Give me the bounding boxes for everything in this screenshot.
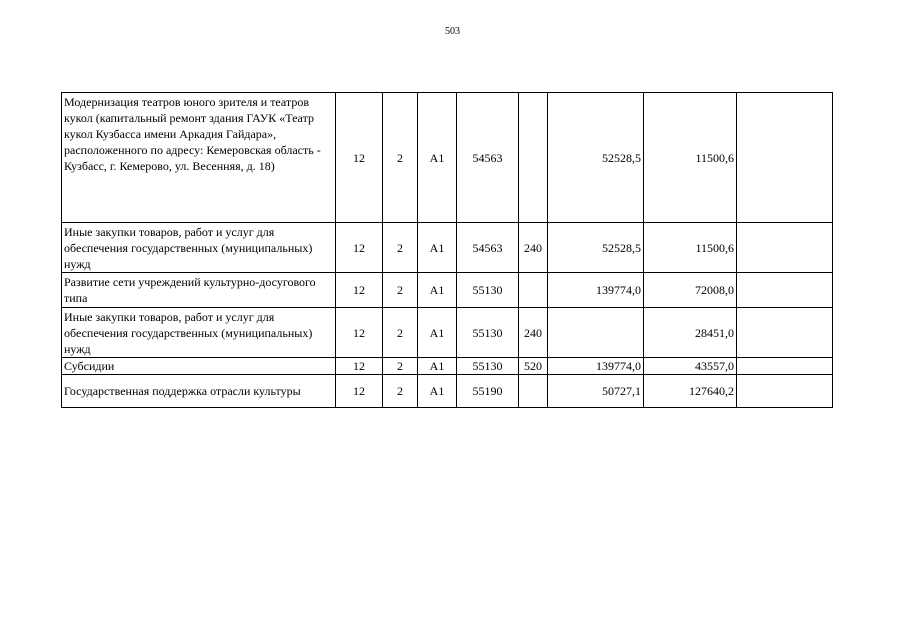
row-sum-2: 72008,0 <box>644 273 737 308</box>
row-sum-1: 52528,5 <box>548 223 644 273</box>
row-section: 12 <box>336 375 383 408</box>
row-program: A1 <box>418 308 457 358</box>
row-name: Развитие сети учреждений культурно-досугового типа <box>62 273 336 308</box>
row-sum-2: 43557,0 <box>644 358 737 375</box>
row-sum-2: 11500,6 <box>644 223 737 273</box>
row-code: 54563 <box>457 223 519 273</box>
row-sum-1: 139774,0 <box>548 273 644 308</box>
row-program: A1 <box>418 223 457 273</box>
page-number: 503 <box>445 26 460 37</box>
row-sum-2: 11500,6 <box>644 93 737 223</box>
row-code: 55130 <box>457 358 519 375</box>
budget-table <box>61 92 833 408</box>
row-expense-type <box>519 273 548 308</box>
row-sum-1: 52528,5 <box>548 93 644 223</box>
row-program: A1 <box>418 273 457 308</box>
row-section: 12 <box>336 93 383 223</box>
row-expense-type <box>519 93 548 223</box>
row-program: A1 <box>418 358 457 375</box>
row-section: 12 <box>336 308 383 358</box>
row-sum-2: 28451,0 <box>644 308 737 358</box>
row-sum-3 <box>737 375 833 408</box>
row-sum-3 <box>737 273 833 308</box>
row-section: 12 <box>336 358 383 375</box>
table-row <box>62 223 833 273</box>
row-expense-type <box>519 375 548 408</box>
table-row <box>62 273 833 308</box>
row-code: 55190 <box>457 375 519 408</box>
row-sum-1 <box>548 308 644 358</box>
row-subsection: 2 <box>383 93 418 223</box>
table-row <box>62 358 833 375</box>
row-name: Государственная поддержка отрасли культуры <box>62 375 336 408</box>
row-name: Иные закупки товаров, работ и услуг для обеспечения государственных (муниципальных) нужд <box>62 308 336 358</box>
table-row <box>62 375 833 408</box>
row-code: 55130 <box>457 308 519 358</box>
table-row <box>62 93 833 223</box>
row-sum-3 <box>737 358 833 375</box>
row-section: 12 <box>336 223 383 273</box>
row-name: Иные закупки товаров, работ и услуг для обеспечения государственных (муниципальных) нужд <box>62 223 336 273</box>
row-sum-3 <box>737 223 833 273</box>
row-program: A1 <box>418 93 457 223</box>
row-subsection: 2 <box>383 308 418 358</box>
table-row <box>62 308 833 358</box>
row-subsection: 2 <box>383 358 418 375</box>
row-subsection: 2 <box>383 375 418 408</box>
row-code: 54563 <box>457 93 519 223</box>
row-subsection: 2 <box>383 223 418 273</box>
row-expense-type: 240 <box>519 308 548 358</box>
row-name: Субсидии <box>62 358 336 375</box>
row-sum-1: 139774,0 <box>548 358 644 375</box>
row-subsection: 2 <box>383 273 418 308</box>
row-sum-3 <box>737 93 833 223</box>
row-sum-1: 50727,1 <box>548 375 644 408</box>
row-name: Модернизация театров юного зрителя и театров кукол (капитальный ремонт здания ГАУК «Театр кукол Кузбасса имени Аркадия Гайдара», расположенного по адресу: Кемеровская область - Кузбасс, г. Кемерово, ул. Весенняя, д. 18) <box>62 93 336 223</box>
row-expense-type: 240 <box>519 223 548 273</box>
row-expense-type: 520 <box>519 358 548 375</box>
row-sum-2: 127640,2 <box>644 375 737 408</box>
row-sum-3 <box>737 308 833 358</box>
row-section: 12 <box>336 273 383 308</box>
row-program: A1 <box>418 375 457 408</box>
row-code: 55130 <box>457 273 519 308</box>
